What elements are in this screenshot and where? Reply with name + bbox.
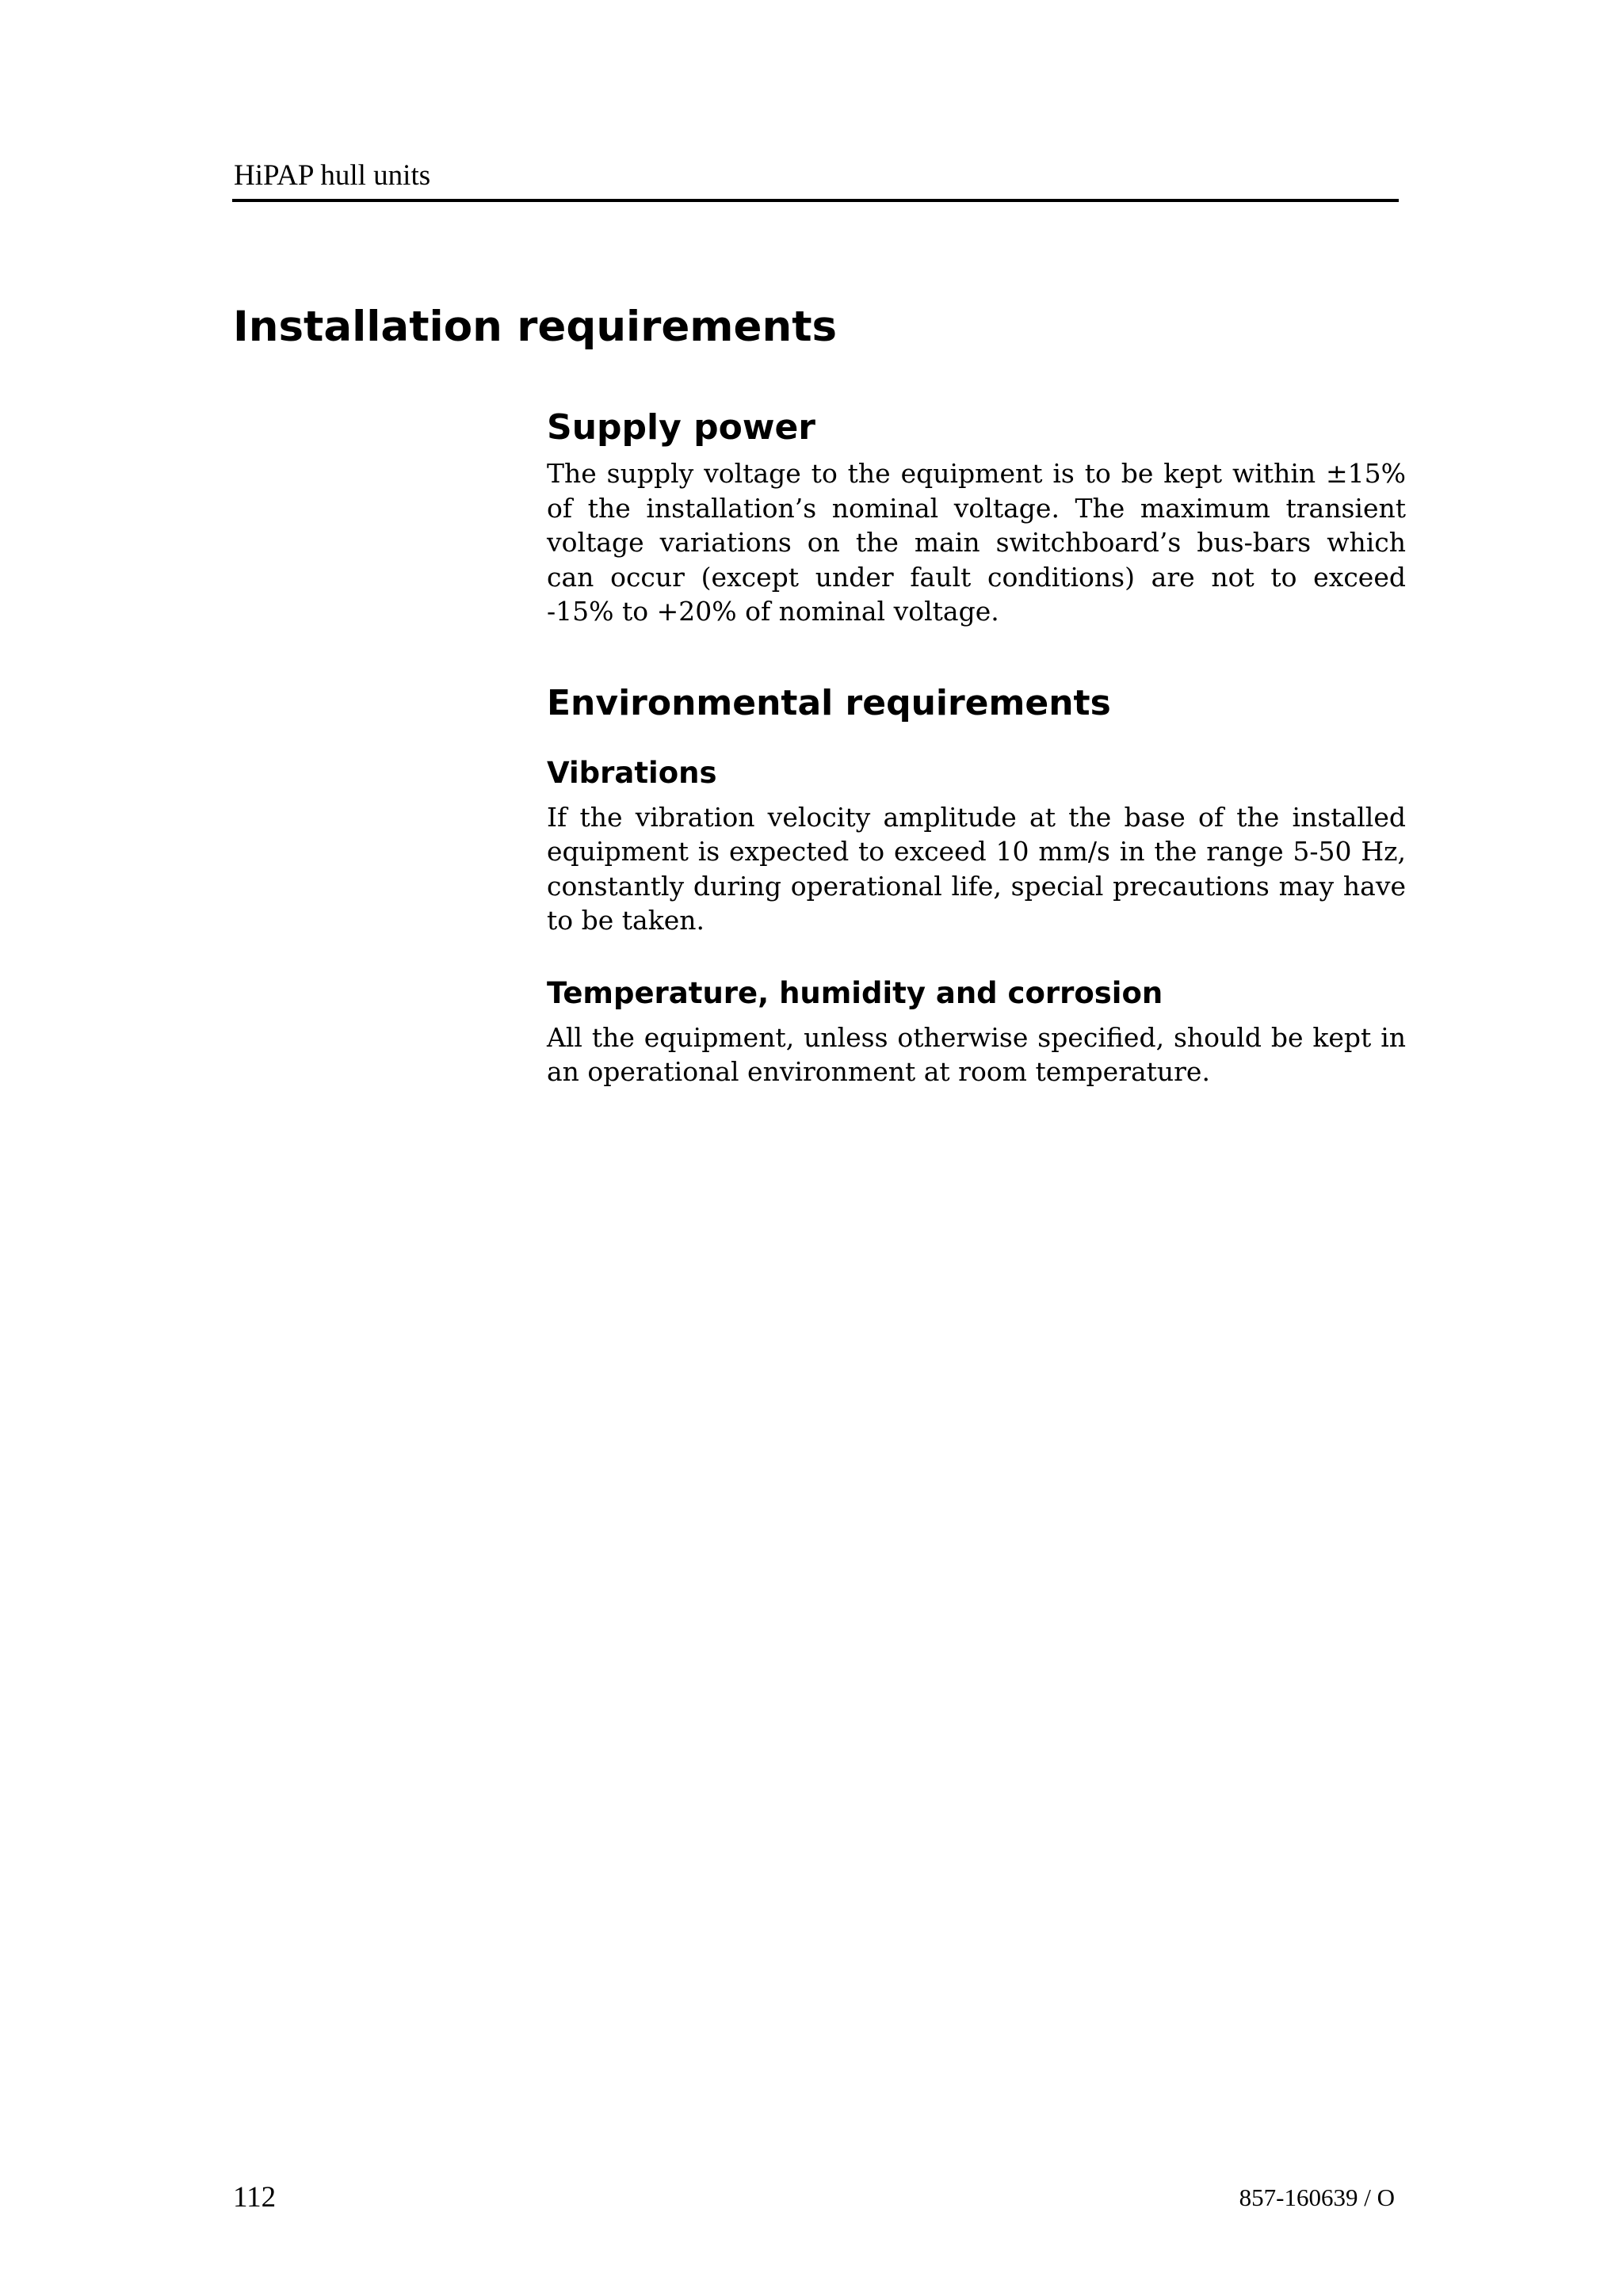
supply-power-paragraph: The supply voltage to the equipment is to be kept within ±15% of the installation’s nominal voltage. The maximum transient voltage variations on the main switchboard’s bus-bars which can occur (except under fault conditions) are not to exceed -15% to +20% of nominal voltage.: [547, 458, 1406, 627]
section-heading-supply-power: Supply power: [547, 407, 816, 448]
spacer: [547, 938, 1406, 973]
spacer: [547, 732, 1406, 753]
temperature-paragraph: All the equipment, unless otherwise specified, should be kept in an operational environment at room temperature.: [547, 1021, 1406, 1087]
content-column: [547, 402, 1406, 1089]
page-number: 112: [233, 2181, 277, 2214]
vibrations-paragraph: If the vibration velocity amplitude at the base of the installed equipment is expected to exceed 10 mm/s in the range 5-50 Hz, constantly during operational life, special precautions may have to be taken.: [547, 801, 1406, 936]
running-header: HiPAP hull units: [234, 159, 431, 192]
chapter-title: Installation requirements: [233, 303, 838, 351]
document-number: 857-160639 / O: [1239, 2183, 1395, 2211]
subsection-heading-vibrations: Vibrations: [547, 755, 717, 790]
subsection-heading-temperature: Temperature, humidity and corrosion: [547, 975, 1163, 1010]
section-heading-environmental: Environmental requirements: [547, 682, 1111, 723]
spacer: [547, 629, 1406, 678]
header-rule: [232, 199, 1399, 202]
